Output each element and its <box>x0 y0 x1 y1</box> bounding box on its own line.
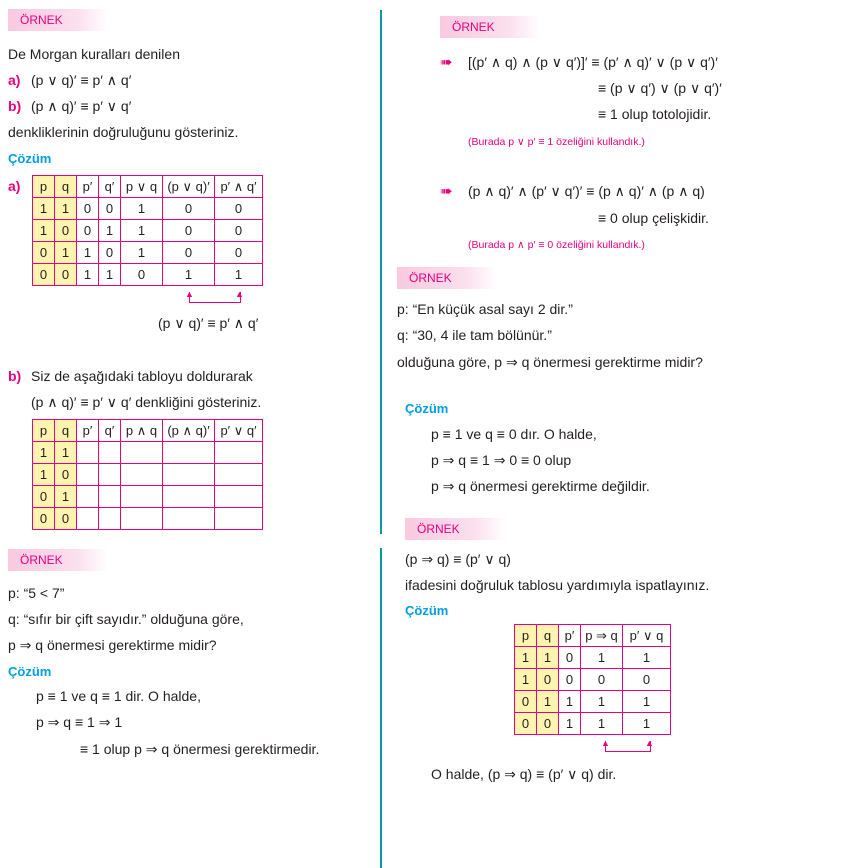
table-cell: 1 <box>33 220 55 242</box>
ex4-s3: p ⇒ q önermesi gerektirme değildir. <box>431 478 650 494</box>
table-cell: 0 <box>121 264 163 286</box>
cozum-label-1: Çözüm <box>8 151 52 166</box>
table-header-cell: p <box>33 420 55 442</box>
ex1-b-text: (p ∧ q)′ ≡ p′ ∨ q′ <box>31 98 132 114</box>
sol-a-label: a) <box>8 178 21 194</box>
ex3-l5: ≡ 0 olup çelişkidir. <box>598 210 709 226</box>
ex4-p: p: “En küçük asal sayı 2 dir.” <box>397 301 573 317</box>
table-cell: 0 <box>215 198 263 220</box>
table-row <box>33 242 263 264</box>
table-header-cell: p′ ∧ q′ <box>215 176 263 198</box>
ex4-s2: p ⇒ q ≡ 1 ⇒ 0 ≡ 0 olup <box>431 452 572 468</box>
ex5-conclusion: O halde, (p ⇒ q) ≡ (p′ ∨ q) dir. <box>431 766 617 782</box>
table-row <box>33 442 263 464</box>
table-cell: 0 <box>55 508 77 530</box>
table-header-cell: p ∨ q <box>121 176 163 198</box>
table-cell: 1 <box>623 713 671 735</box>
table-cell: 1 <box>77 242 99 264</box>
ex4-s1: p ≡ 1 ve q ≡ 0 dır. O halde, <box>431 426 597 442</box>
table-cell <box>77 442 99 464</box>
table-cell: 0 <box>515 691 537 713</box>
table-cell: 1 <box>623 691 671 713</box>
table-cell: 1 <box>559 713 581 735</box>
table-cell: 0 <box>99 242 121 264</box>
table-cell: 0 <box>33 242 55 264</box>
table-cell: 0 <box>215 242 263 264</box>
ex5-instruction: ifadesini doğruluk tablosu yardımıyla ispatlayınız. <box>405 577 710 593</box>
table-header-cell: p′ <box>77 176 99 198</box>
table-cell <box>215 442 263 464</box>
table-cell: 0 <box>163 220 215 242</box>
table-cell: 1 <box>55 198 77 220</box>
table-cell: 1 <box>581 647 623 669</box>
table-cell: 1 <box>515 647 537 669</box>
table-cell <box>215 508 263 530</box>
ex1-line1: De Morgan kuralları denilen <box>8 46 180 62</box>
table-row <box>33 264 263 286</box>
table-cell: 1 <box>33 442 55 464</box>
table-cell <box>163 464 215 486</box>
table-row <box>33 220 263 242</box>
table-cell: 1 <box>77 264 99 286</box>
table-cell: 1 <box>581 713 623 735</box>
table-cell: 0 <box>55 220 77 242</box>
table-cell: 0 <box>537 669 559 691</box>
ex1-a-text: (p ∨ q)′ ≡ p′ ∧ q′ <box>31 72 132 88</box>
ornek-badge-5: ÖRNEK <box>405 518 505 540</box>
table-cell: 0 <box>537 713 559 735</box>
table-cell: 0 <box>77 198 99 220</box>
table-cell: 0 <box>163 198 215 220</box>
table-cell <box>99 464 121 486</box>
table-cell <box>163 442 215 464</box>
table-cell: 1 <box>559 691 581 713</box>
table-cell: 0 <box>33 264 55 286</box>
table-cell: 1 <box>99 220 121 242</box>
truth-table-c <box>514 624 671 735</box>
table-cell <box>77 486 99 508</box>
ex3-l1: [(p′ ∧ q) ∧ (p ∨ q′)]′ ≡ (p′ ∧ q)′ ∨ (p ∨ q′)′ <box>468 54 718 70</box>
column-divider-bottom <box>380 548 382 868</box>
ex5-statement: (p ⇒ q) ≡ (p′ ∨ q) <box>405 551 511 567</box>
table-cell <box>99 508 121 530</box>
ex4-q: q: “30, 4 ile tam bölünür.” <box>397 327 552 343</box>
table-cell <box>163 486 215 508</box>
table-cell <box>215 486 263 508</box>
table-row <box>515 713 671 735</box>
table-cell: 1 <box>33 198 55 220</box>
table-cell: 0 <box>33 486 55 508</box>
column-divider-top <box>380 10 382 534</box>
table-cell: 1 <box>515 669 537 691</box>
ex2-s3: ≡ 1 olup p ⇒ q önermesi gerektirmedir. <box>80 741 320 757</box>
cozum-label-5: Çözüm <box>405 603 449 618</box>
table-cell: 0 <box>581 669 623 691</box>
table-cell: 0 <box>55 264 77 286</box>
ex3-l3: ≡ 1 olup totolojidir. <box>598 106 712 122</box>
sol-b-line1: Siz de aşağıdaki tabloyu doldurarak <box>31 368 253 384</box>
table-cell: 0 <box>163 242 215 264</box>
table-cell: 1 <box>163 264 215 286</box>
table-header-cell: (p ∨ q)′ <box>163 176 215 198</box>
truth-table-b <box>32 419 263 530</box>
table-cell: 0 <box>55 464 77 486</box>
bracket-c-arrow-right: ▲ <box>645 738 654 748</box>
table-header-cell: (p ∧ q)′ <box>163 420 215 442</box>
result-a: (p ∨ q)′ ≡ p′ ∧ q′ <box>158 315 259 331</box>
arrow-icon-1: ➠ <box>440 54 453 71</box>
table-cell: 0 <box>99 198 121 220</box>
bracket-a-arrow-left: ▲ <box>185 289 194 299</box>
ornek-badge-4: ÖRNEK <box>397 267 497 289</box>
table-row <box>33 464 263 486</box>
table-cell <box>121 508 163 530</box>
ex3-l4: (p ∧ q)′ ∧ (p′ ∨ q′)′ ≡ (p ∧ q)′ ∧ (p ∧ q) <box>468 183 705 199</box>
ornek-badge-3: ÖRNEK <box>440 16 540 38</box>
ex4-question: olduğuna göre, p ⇒ q önermesi gerektirme midir? <box>397 354 703 370</box>
table-cell: 0 <box>33 508 55 530</box>
ex3-note2: (Burada p ∧ p′ ≡ 0 özeliğini kullandık.) <box>468 239 645 251</box>
table-cell: 0 <box>77 220 99 242</box>
table-cell: 1 <box>581 691 623 713</box>
truth-table-a <box>32 175 263 286</box>
ex2-q: q: “sıfır bir çift sayıdır.” olduğuna göre, <box>8 611 244 627</box>
table-cell: 1 <box>55 442 77 464</box>
cozum-label-4: Çözüm <box>405 401 449 416</box>
ornek-badge-1: ÖRNEK <box>8 9 108 31</box>
table-cell <box>121 442 163 464</box>
table-row <box>33 486 263 508</box>
table-header-cell: q <box>55 420 77 442</box>
bracket-a <box>189 292 241 303</box>
table-header-cell: q′ <box>99 420 121 442</box>
table-cell <box>99 442 121 464</box>
table-header-row <box>33 420 263 442</box>
ex1-a-label: a) <box>8 72 21 88</box>
table-cell: 0 <box>559 647 581 669</box>
table-header-cell: p ⇒ q <box>581 625 623 647</box>
table-header-cell: q <box>55 176 77 198</box>
table-row <box>515 669 671 691</box>
table-cell: 1 <box>121 198 163 220</box>
table-cell <box>77 464 99 486</box>
table-cell: 0 <box>623 669 671 691</box>
bracket-a-arrow-right: ▲ <box>235 289 244 299</box>
table-cell: 1 <box>121 220 163 242</box>
ex2-s2: p ⇒ q ≡ 1 ⇒ 1 <box>36 714 123 730</box>
ex1-b-label: b) <box>8 98 22 114</box>
table-header-cell: p′ <box>77 420 99 442</box>
table-cell: 0 <box>215 220 263 242</box>
table-cell: 1 <box>99 264 121 286</box>
table-row <box>33 198 263 220</box>
ornek-badge-2: ÖRNEK <box>8 549 108 571</box>
table-cell: 1 <box>55 242 77 264</box>
bracket-c-arrow-left: ▲ <box>601 738 610 748</box>
table-cell: 1 <box>121 242 163 264</box>
table-cell: 1 <box>55 486 77 508</box>
table-cell <box>121 464 163 486</box>
table-header-cell: q′ <box>99 176 121 198</box>
table-header-cell: p′ ∨ q <box>623 625 671 647</box>
table-cell <box>215 464 263 486</box>
arrow-icon-2: ➠ <box>440 183 453 200</box>
table-header-cell: p <box>33 176 55 198</box>
table-cell <box>99 486 121 508</box>
cozum-label-2: Çözüm <box>8 664 52 679</box>
ex3-note1: (Burada p ∨ p′ ≡ 1 özeliğini kullandık.) <box>468 136 645 148</box>
ex1-line4: denkliklerinin doğruluğunu gösteriniz. <box>8 124 239 140</box>
table-cell: 1 <box>33 464 55 486</box>
table-cell <box>77 508 99 530</box>
ex3-l2: ≡ (p ∨ q′) ∨ (p ∨ q′)′ <box>598 80 722 96</box>
table-cell: 0 <box>559 669 581 691</box>
sol-b-line2: (p ∧ q)′ ≡ p′ ∨ q′ denkliğini gösteriniz. <box>31 394 262 410</box>
table-cell: 0 <box>515 713 537 735</box>
ex2-s1: p ≡ 1 ve q ≡ 1 dir. O halde, <box>36 688 201 704</box>
table-cell <box>121 486 163 508</box>
table-row <box>515 647 671 669</box>
table-header-cell: q <box>537 625 559 647</box>
table-row <box>515 691 671 713</box>
ex2-p: p: “5 < 7” <box>8 585 65 601</box>
sol-b-label: b) <box>8 368 22 384</box>
table-cell: 1 <box>623 647 671 669</box>
table-header-cell: p ∧ q <box>121 420 163 442</box>
table-cell: 1 <box>537 691 559 713</box>
table-header-row <box>515 625 671 647</box>
table-header-row <box>33 176 263 198</box>
table-cell <box>163 508 215 530</box>
table-header-cell: p′ <box>559 625 581 647</box>
table-header-cell: p′ ∨ q′ <box>215 420 263 442</box>
ex2-question: p ⇒ q önermesi gerektirme midir? <box>8 637 217 653</box>
table-cell: 1 <box>215 264 263 286</box>
table-row <box>33 508 263 530</box>
table-cell: 1 <box>537 647 559 669</box>
table-header-cell: p <box>515 625 537 647</box>
